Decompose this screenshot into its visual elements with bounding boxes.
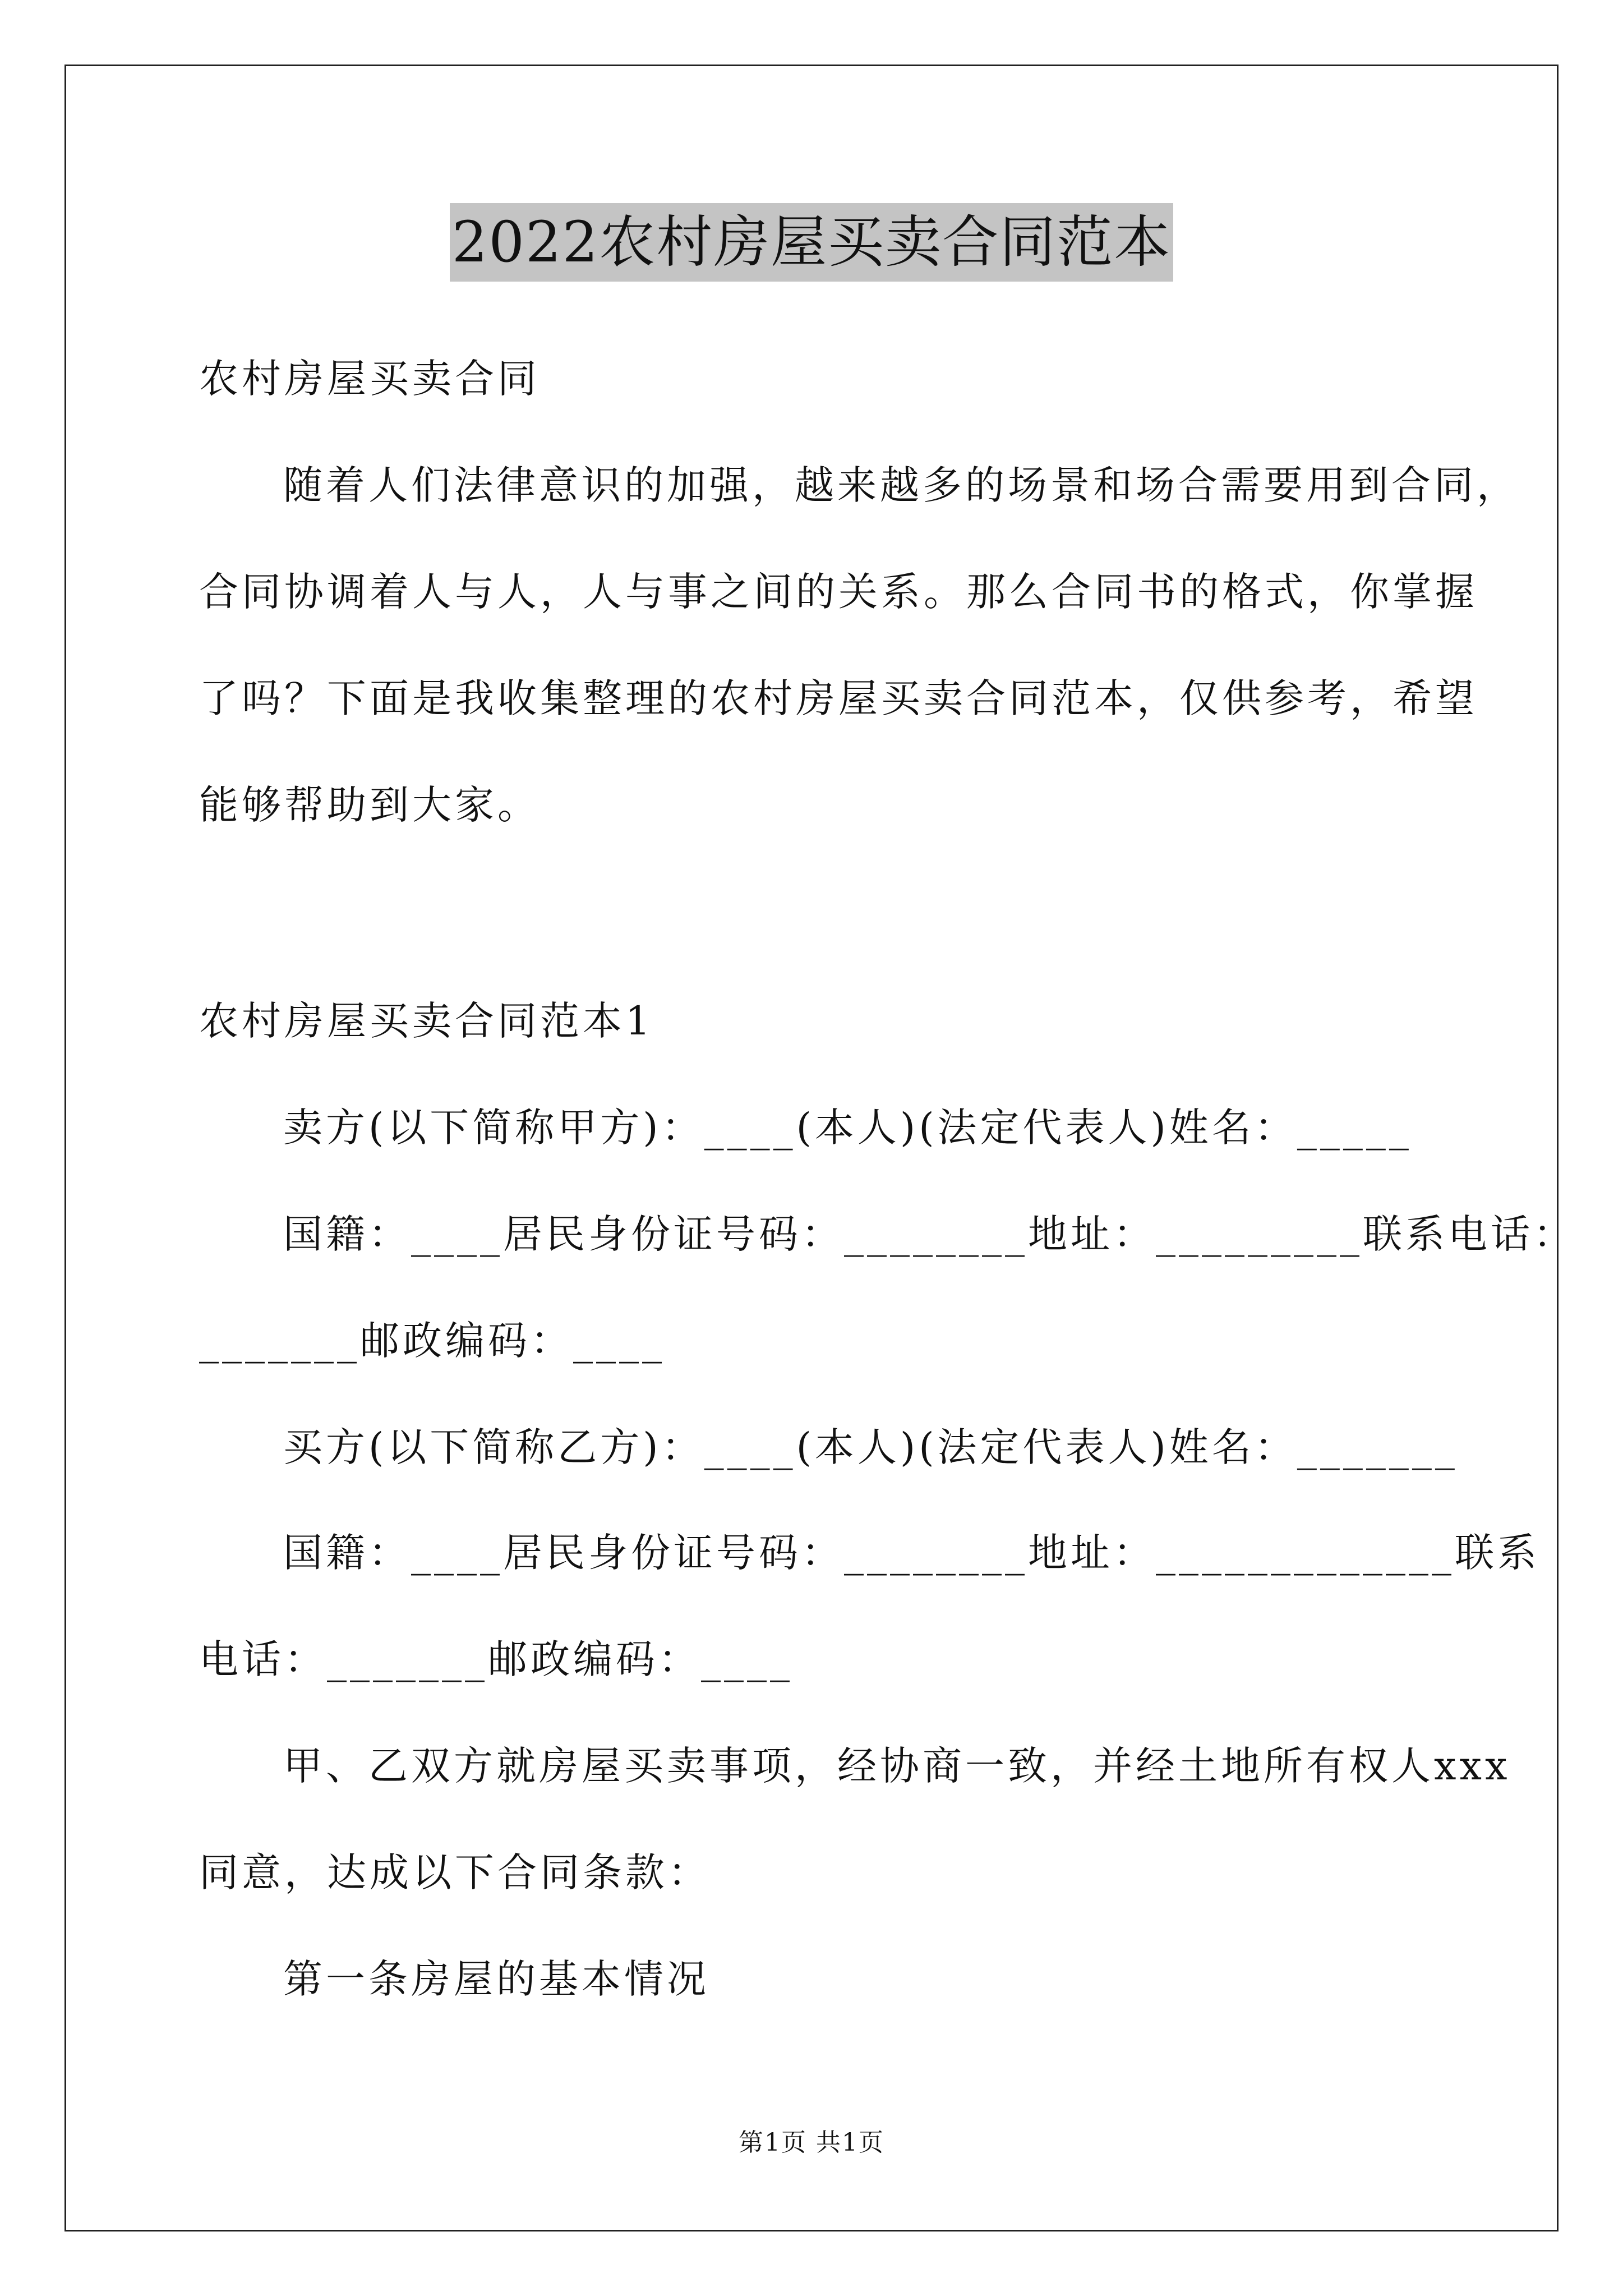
paragraph-line: 第一条房屋的基本情况 (283, 1956, 709, 2002)
paragraph-line: 了吗？下面是我收集整理的农村房屋买卖合同范本，仅供参考，希望 (199, 675, 1478, 721)
paragraph-line: 买方(以下简称乙方)：____(本人)(法定代表人)姓名：_______ (283, 1424, 1458, 1470)
paragraph-line: 国籍：____居民身份证号码：________地址：_________联系电话： (283, 1211, 1576, 1257)
page-footer: 第1页 共1页 (739, 2128, 884, 2157)
paragraph-line: _______邮政编码：____ (199, 1318, 665, 1364)
section-heading: 农村房屋买卖合同范本1 (199, 998, 654, 1044)
paragraph-line: 甲、乙双方就房屋买卖事项，经协商一致，并经土地所有权人xxx (283, 1743, 1511, 1789)
paragraph-line: 国籍：____居民身份证号码：________地址：_____________联系 (283, 1530, 1540, 1576)
paragraph-line: 随着人们法律意识的加强，越来越多的场景和场合需要用到合同， (283, 462, 1519, 508)
paragraph-line: 能够帮助到大家。 (199, 782, 540, 828)
paragraph-line: 合同协调着人与人，人与事之间的关系。那么合同书的格式，你掌握 (199, 569, 1478, 615)
paragraph-line: 同意，达成以下合同条款： (199, 1849, 711, 1895)
title-container (0, 203, 1623, 282)
doc-heading: 农村房屋买卖合同 (199, 356, 540, 402)
document-title: 2022农村房屋买卖合同范本 (450, 203, 1174, 282)
paragraph-line: 电话：_______邮政编码：____ (199, 1636, 793, 1682)
paragraph-line: 卖方(以下简称甲方)：____(本人)(法定代表人)姓名：_____ (283, 1105, 1412, 1151)
